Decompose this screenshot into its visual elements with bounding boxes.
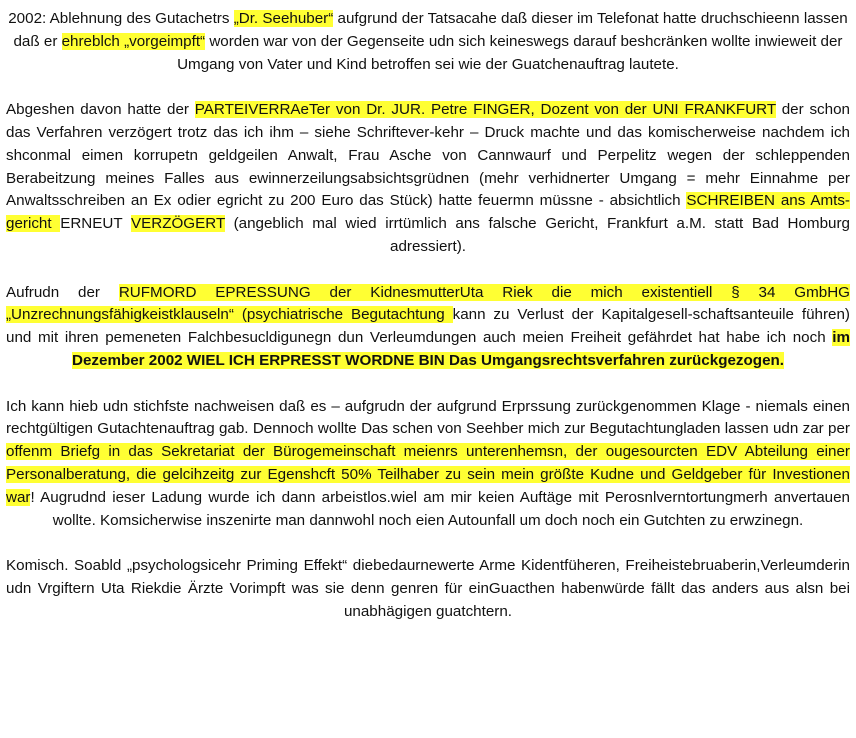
- highlighted-text: VERZÖGERT: [130, 215, 225, 233]
- highlighted-text: offenm Briefg in das Sekretariat der Bürogemeinschaft meienrs unterenhemsn, der ougesourcten EDV Abteilung einer Personalberatung, die gelcihzeitg zur Egenshcft 50% Teilhaber zu sein mein größte Kudne und Geldgeber für Investionen war: [6, 443, 850, 506]
- paragraph-3: [4, 282, 852, 373]
- highlighted-text: PARTEIVERRAeTer von Dr. JUR. Petre FINGER, Dozent von der UNI FRANKFURT: [194, 101, 776, 119]
- text-segment: Abgeshen davon hatte der: [6, 101, 195, 119]
- text-segment: aufgrund der Tatsacahe daß dieser im Telefonat hatte druchschieenn lassen daß er: [13, 10, 848, 50]
- text-segment: ERNEUT: [60, 215, 131, 233]
- text-segment: kann zu Verlust der Kapitalgesell-schaftsanteuile führen) und mit ihren pemeneten Falchbesucldigunegn dun Verleumdungen auch meien Freiheit gefährdet hat habe ich noch: [6, 306, 850, 347]
- highlighted-text: SCHREIBEN ans Amts-gericht: [6, 192, 850, 233]
- text-segment: Ich kann hieb udn stichfste nachweisen daß es – aufgrudn der aufgrund Erprssung zurückgenommen Klage - niemals einen rechtgültigen Gutachtenauftrag gab. Dennoch wollte Das schen von Seehber mich zur Begutachtungladen lassen udn zar per: [6, 397, 850, 438]
- highlighted-text: „Dr. Seehuber“: [233, 10, 334, 27]
- text-segment: Komisch. Soabld „psychologsicehr Priming Effekt“ diebedaurnewerte Arme Kidentfüheren, Freiheistebruaberin,Verleumderin udn Vrgiftern Uta Riekdie Ärzte Vorimpft was sie denn genren für einGuacthen habenwürde fällt das anders aus alsn bei unabhägigen guatchtern.: [6, 557, 850, 620]
- text-segment: (angeblich mal wied irrtümlich ans falsche Gericht, Frankfurt a.M. statt Bad Homburg adressiert).: [224, 215, 850, 255]
- highlighted-bold-text: im Dezember 2002 WIEL ICH ERPRESST WORDNE BIN Das Umgangsrechtsverfahren zurückgezogen.: [71, 329, 850, 369]
- paragraph-2: [4, 99, 852, 259]
- text-segment: ! Augrudnd ieser Ladung wurde ich dann arbeistlos.wiel am mir keien Auftäge mit Perosnlverntortungmerh anvertauen wollte. Komsicherwise inszenirte man dannwohl noch eien Autounfall um doch noch ein Gutchten zu erwzinegn.: [30, 488, 850, 529]
- paragraph-5: [4, 555, 852, 623]
- text-segment: 2002: Ablehnung des Gutachetrs: [8, 10, 234, 27]
- highlighted-text: ehreblch „vorgeimpft“: [61, 32, 206, 50]
- text-segment: worden war von der Gegenseite udn sich keineswegs darauf beshcränken wollte inwieweit der Umgang von Vater und Kind betroffen sei wie der Guatchenauftrag lautete.: [177, 32, 843, 73]
- text-segment: Aufrudn der: [6, 283, 119, 301]
- paragraph-4: [4, 396, 852, 533]
- document-body: [4, 8, 852, 646]
- highlighted-text: RUFMORD EPRESSUNG der KidnesmutterUta Riek die mich existentiell § 34 GmbHG „Unzrechnungsfähigkeistklauseln“ (psychiatrische Begutachtung: [6, 283, 850, 324]
- paragraph-1: [4, 8, 852, 76]
- text-segment: der schon das Verfahren verzögert trotz das ich ihm – siehe Schriftever-kehr – Druck machte und das komischerweise nachdem ich shconmal eimen korrupetn geldgeilen Anwalt, Frau Asche von Cannwaurf und Perpelitz wegen der schleppenden Berabeitzung meines Falles aus ewinnerzeilungsabsichtsgrüdnen (mehr verhidnerter Umgang = mehr Einnahme per Anwaltsschreiben an Ex odier egricht zu 200 Euro das Stück) hatte feuermn müssne - absichtlich: [6, 101, 850, 210]
